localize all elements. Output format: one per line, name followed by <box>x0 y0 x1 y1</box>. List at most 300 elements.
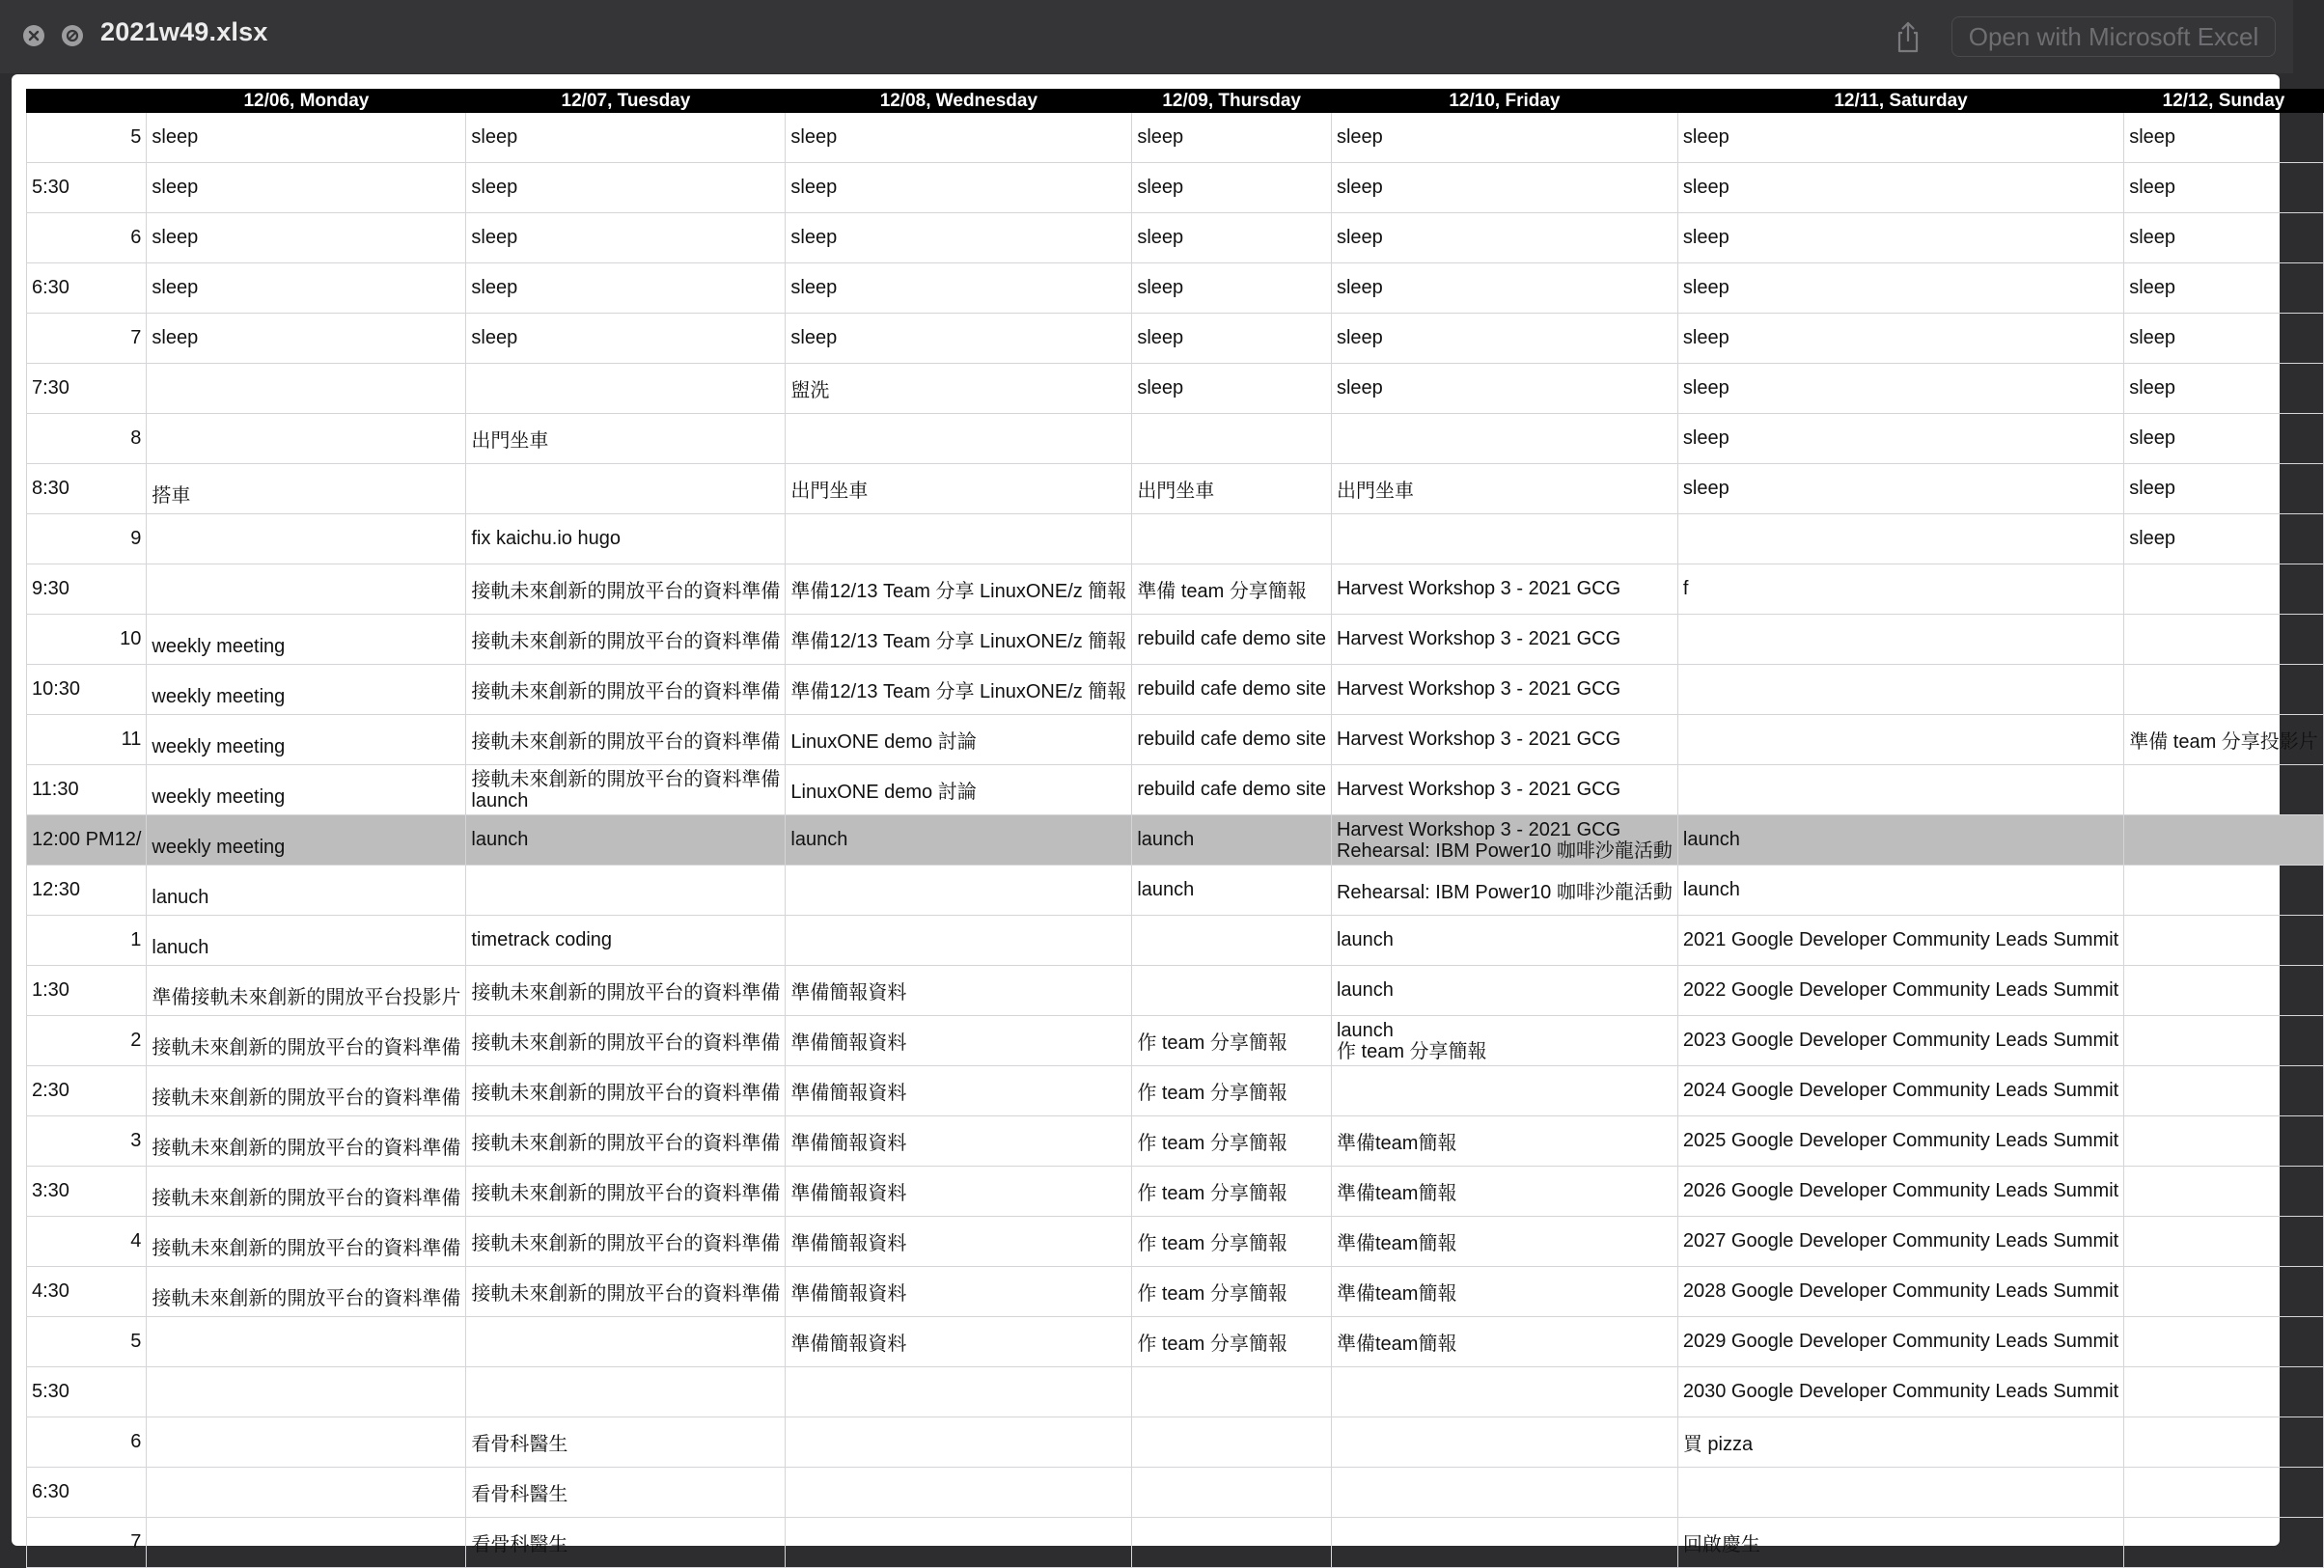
header-time[interactable] <box>27 90 147 113</box>
schedule-cell[interactable] <box>1331 414 1677 464</box>
schedule-cell[interactable] <box>2124 1468 2324 1518</box>
table-row <box>27 1518 2324 1568</box>
schedule-cell[interactable] <box>147 665 466 715</box>
schedule-cell[interactable] <box>466 665 786 715</box>
cell-text: sleep <box>790 327 838 348</box>
schedule-cell[interactable] <box>2124 1116 2324 1167</box>
schedule-cell[interactable] <box>466 765 786 815</box>
cell-text: 接軌未來創新的開放平台的資料準備 <box>471 681 781 702</box>
schedule-cell[interactable] <box>786 966 1132 1016</box>
schedule-cell[interactable] <box>1677 1468 2123 1518</box>
cell-text: sleep <box>471 126 518 148</box>
cell-text: Harvest Workshop 3 - 2021 GCG <box>1336 779 1621 800</box>
schedule-cell[interactable] <box>1677 113 2123 163</box>
cell-text: Harvest Workshop 3 - 2021 GCG <box>1336 678 1621 700</box>
schedule-cell[interactable] <box>466 1518 786 1568</box>
schedule-cell[interactable] <box>1132 765 1332 815</box>
schedule-cell[interactable] <box>2124 815 2324 866</box>
cell-text: 接軌未來創新的開放平台的資料準備 <box>471 1183 781 1204</box>
cell-text: LinuxONE demo 討論 <box>790 731 977 753</box>
schedule-cell[interactable] <box>147 213 466 263</box>
schedule-cell[interactable] <box>2124 263 2324 314</box>
schedule-cell[interactable] <box>786 163 1132 213</box>
time-cell[interactable]: 8 <box>27 414 147 464</box>
schedule-cell[interactable] <box>466 1267 786 1317</box>
header-day[interactable]: 12/06, Monday <box>147 90 466 113</box>
schedule-cell[interactable] <box>466 866 786 916</box>
schedule-cell[interactable] <box>1331 1518 1677 1568</box>
schedule-cell[interactable] <box>466 715 786 765</box>
schedule-cell[interactable] <box>466 1417 786 1468</box>
schedule-cell[interactable] <box>2124 1066 2324 1116</box>
schedule-cell[interactable] <box>1331 263 1677 314</box>
schedule-cell[interactable] <box>1132 1116 1332 1167</box>
schedule-cell[interactable] <box>147 1518 466 1568</box>
schedule-cell[interactable] <box>1331 364 1677 414</box>
cell-text: 看骨科醫生 <box>471 1484 568 1505</box>
schedule-cell[interactable] <box>786 564 1132 615</box>
schedule-cell[interactable] <box>2124 1417 2324 1468</box>
schedule-cell[interactable] <box>1331 765 1677 815</box>
schedule-cell[interactable] <box>1132 665 1332 715</box>
schedule-cell[interactable] <box>2124 665 2324 715</box>
schedule-cell[interactable] <box>1132 1518 1332 1568</box>
time-cell[interactable]: 5:30 <box>27 163 147 213</box>
cell-text: timetrack coding <box>471 929 613 950</box>
time-cell[interactable]: 11:30 <box>27 765 147 815</box>
schedule-cell[interactable] <box>1677 364 2123 414</box>
schedule-cell[interactable] <box>1132 364 1332 414</box>
time-cell[interactable]: 7 <box>27 314 147 364</box>
open-with-excel-button[interactable]: Open with Microsoft Excel <box>1951 16 2276 57</box>
cell-text: 準備team簡報 <box>1336 1183 1457 1204</box>
schedule-cell[interactable] <box>786 514 1132 564</box>
cell-text: launch <box>1336 929 1394 950</box>
schedule-cell[interactable] <box>786 1217 1132 1267</box>
schedule-cell[interactable] <box>1331 564 1677 615</box>
schedule-cell[interactable] <box>1132 263 1332 314</box>
schedule-cell[interactable] <box>1677 1317 2123 1367</box>
schedule-cell[interactable] <box>786 1066 1132 1116</box>
table-row <box>27 615 2324 665</box>
schedule-cell[interactable] <box>466 263 786 314</box>
time-cell[interactable]: 7:30 <box>27 364 147 414</box>
schedule-cell[interactable] <box>147 1116 466 1167</box>
cell-text: sleep <box>1682 478 1729 499</box>
share-icon[interactable] <box>1892 19 1924 54</box>
cell-text: 接軌未來創新的開放平台的資料準備 <box>152 1288 461 1309</box>
schedule-cell[interactable] <box>147 1417 466 1468</box>
schedule-cell[interactable] <box>1132 163 1332 213</box>
time-cell[interactable]: 7 <box>27 1518 147 1568</box>
cell-text: launch <box>1682 829 1740 850</box>
schedule-cell[interactable] <box>147 514 466 564</box>
schedule-cell[interactable] <box>2124 615 2324 665</box>
schedule-cell[interactable] <box>1132 1066 1332 1116</box>
cell-text: sleep <box>1682 277 1729 298</box>
schedule-cell[interactable] <box>1132 866 1332 916</box>
time-cell[interactable]: 6:30 <box>27 1468 147 1518</box>
schedule-cell[interactable] <box>2124 1217 2324 1267</box>
cell-text: 作 team 分享簡報 <box>1137 1233 1287 1254</box>
schedule-cell[interactable] <box>2124 1267 2324 1317</box>
cell-text: 接軌未來創新的開放平台的資料準備 <box>152 1238 461 1259</box>
schedule-cell[interactable] <box>786 213 1132 263</box>
schedule-cell[interactable] <box>2124 1016 2324 1066</box>
schedule-cell[interactable] <box>1132 1217 1332 1267</box>
schedule-cell[interactable] <box>147 1066 466 1116</box>
time-cell[interactable]: 4 <box>27 1217 147 1267</box>
cell-text: launch <box>1682 879 1740 900</box>
schedule-cell[interactable] <box>1677 464 2123 514</box>
schedule-cell[interactable] <box>1677 916 2123 966</box>
schedule-cell[interactable] <box>1331 966 1677 1016</box>
schedule-cell[interactable] <box>1132 314 1332 364</box>
schedule-cell[interactable] <box>1331 615 1677 665</box>
header-day[interactable]: 12/07, Tuesday <box>466 90 786 113</box>
time-cell[interactable]: 6 <box>27 213 147 263</box>
time-cell[interactable]: 8:30 <box>27 464 147 514</box>
schedule-cell[interactable] <box>147 113 466 163</box>
schedule-cell[interactable] <box>1677 966 2123 1016</box>
schedule-cell[interactable] <box>466 615 786 665</box>
schedule-cell[interactable] <box>1331 1267 1677 1317</box>
schedule-cell[interactable] <box>1132 1317 1332 1367</box>
schedule-cell[interactable] <box>466 1317 786 1367</box>
schedule-cell[interactable] <box>786 765 1132 815</box>
schedule-cell[interactable] <box>786 414 1132 464</box>
schedule-cell[interactable] <box>786 364 1132 414</box>
schedule-cell[interactable] <box>786 715 1132 765</box>
cell-text: rebuild cafe demo site <box>1137 779 1326 800</box>
cell-text: 準備 team 分享簡報 <box>1137 581 1307 602</box>
schedule-cell[interactable] <box>466 364 786 414</box>
time-cell[interactable]: 10:30 <box>27 665 147 715</box>
table-row <box>27 163 2324 213</box>
cell-text: sleep <box>1682 327 1729 348</box>
schedule-cell[interactable] <box>147 815 466 866</box>
header-day[interactable]: 12/08, Wednesday <box>786 90 1132 113</box>
schedule-cell[interactable] <box>147 1317 466 1367</box>
schedule-cell[interactable] <box>466 314 786 364</box>
cell-text: 準備簡報資料 <box>790 1233 907 1254</box>
schedule-cell[interactable] <box>147 263 466 314</box>
cell-text: weekly meeting <box>152 786 286 808</box>
schedule-cell[interactable] <box>466 464 786 514</box>
header-day[interactable]: 12/12, Sunday <box>2124 90 2324 113</box>
schedule-cell[interactable] <box>1677 866 2123 916</box>
schedule-cell[interactable] <box>786 464 1132 514</box>
schedule-cell[interactable] <box>2124 916 2324 966</box>
spreadsheet-preview[interactable] <box>12 74 2318 1555</box>
schedule-cell[interactable] <box>147 1367 466 1417</box>
schedule-cell[interactable] <box>786 1468 1132 1518</box>
schedule-cell[interactable] <box>466 1016 786 1066</box>
schedule-cell[interactable] <box>1331 1468 1677 1518</box>
schedule-cell[interactable] <box>786 263 1132 314</box>
time-cell[interactable]: 12:30 <box>27 866 147 916</box>
schedule-cell[interactable] <box>1132 1167 1332 1217</box>
schedule-cell[interactable] <box>466 113 786 163</box>
schedule-cell[interactable] <box>466 213 786 263</box>
schedule-cell[interactable] <box>147 615 466 665</box>
time-cell[interactable]: 5:30 <box>27 1367 147 1417</box>
schedule-cell[interactable] <box>1677 1417 2123 1468</box>
schedule-cell[interactable] <box>466 1468 786 1518</box>
time-cell[interactable]: 9:30 <box>27 564 147 615</box>
schedule-cell[interactable] <box>147 916 466 966</box>
schedule-cell[interactable] <box>1132 213 1332 263</box>
time-cell[interactable]: 2:30 <box>27 1066 147 1116</box>
schedule-cell[interactable] <box>1331 514 1677 564</box>
schedule-cell[interactable] <box>1677 564 2123 615</box>
schedule-cell[interactable] <box>466 564 786 615</box>
schedule-cell[interactable] <box>2124 765 2324 815</box>
schedule-cell[interactable] <box>466 514 786 564</box>
schedule-cell[interactable] <box>1132 514 1332 564</box>
schedule-cell[interactable] <box>147 314 466 364</box>
schedule-cell[interactable] <box>1677 1066 2123 1116</box>
cell-text: 2029 Google Developer Community Leads Summit <box>1682 1331 2119 1352</box>
cell-text: 接軌未來創新的開放平台的資料準備 <box>471 1283 781 1305</box>
header-day[interactable]: 12/09, Thursday <box>1132 90 1332 113</box>
schedule-cell[interactable] <box>1331 1016 1677 1066</box>
schedule-cell[interactable] <box>786 1016 1132 1066</box>
schedule-cell[interactable] <box>2124 213 2324 263</box>
schedule-cell[interactable] <box>1331 1367 1677 1417</box>
header-day[interactable]: 12/10, Friday <box>1331 90 1677 113</box>
schedule-cell[interactable] <box>147 1267 466 1317</box>
schedule-cell[interactable] <box>2124 113 2324 163</box>
schedule-cell[interactable] <box>2124 966 2324 1016</box>
schedule-cell[interactable] <box>786 815 1132 866</box>
schedule-cell[interactable] <box>147 1468 466 1518</box>
schedule-cell[interactable] <box>786 113 1132 163</box>
schedule-cell[interactable] <box>2124 1367 2324 1417</box>
schedule-cell[interactable] <box>1331 1217 1677 1267</box>
schedule-cell[interactable] <box>1331 1167 1677 1217</box>
schedule-cell[interactable] <box>1132 615 1332 665</box>
schedule-cell[interactable] <box>1331 314 1677 364</box>
cell-text: 接軌未來創新的開放平台的資料準備 <box>471 982 781 1004</box>
cell-text: 準備接軌未來創新的開放平台投影片 <box>152 987 461 1008</box>
schedule-cell[interactable] <box>1677 1116 2123 1167</box>
schedule-cell[interactable] <box>147 414 466 464</box>
schedule-cell[interactable] <box>466 815 786 866</box>
schedule-cell[interactable] <box>1677 414 2123 464</box>
schedule-cell[interactable] <box>1677 715 2123 765</box>
cell-text: 準備簡報資料 <box>790 1032 907 1054</box>
cell-text: launch <box>1336 979 1394 1001</box>
cell-text: 作 team 分享簡報 <box>1137 1183 1287 1204</box>
schedule-cell[interactable] <box>1677 1267 2123 1317</box>
schedule-cell[interactable] <box>1677 815 2123 866</box>
schedule-cell[interactable] <box>1132 966 1332 1016</box>
time-cell[interactable]: 12:00 PM12/ <box>27 815 147 866</box>
schedule-cell[interactable] <box>786 1267 1132 1317</box>
schedule-cell[interactable] <box>2124 364 2324 414</box>
schedule-cell[interactable] <box>2124 414 2324 464</box>
time-cell[interactable]: 1 <box>27 916 147 966</box>
schedule-cell[interactable] <box>2124 514 2324 564</box>
schedule-cell[interactable] <box>2124 163 2324 213</box>
schedule-cell[interactable] <box>2124 715 2324 765</box>
cell-text: 買 pizza <box>1682 1434 1754 1455</box>
schedule-cell[interactable] <box>1677 1518 2123 1568</box>
cell-text: 2024 Google Developer Community Leads Summit <box>1682 1080 2119 1101</box>
schedule-cell[interactable] <box>1132 815 1332 866</box>
schedule-cell[interactable] <box>466 1367 786 1417</box>
schedule-cell[interactable] <box>147 364 466 414</box>
schedule-cell[interactable] <box>1331 213 1677 263</box>
schedule-cell[interactable] <box>147 715 466 765</box>
schedule-cell[interactable] <box>1132 715 1332 765</box>
schedule-cell[interactable] <box>147 464 466 514</box>
schedule-cell[interactable] <box>1132 1468 1332 1518</box>
schedule-cell[interactable] <box>786 1317 1132 1367</box>
schedule-cell[interactable] <box>466 414 786 464</box>
time-cell[interactable]: 2 <box>27 1016 147 1066</box>
cell-text: 搭車 <box>152 485 191 507</box>
schedule-cell[interactable] <box>466 966 786 1016</box>
schedule-cell[interactable] <box>466 1217 786 1267</box>
cell-text: 接軌未來創新的開放平台的資料準備 launch <box>471 768 781 812</box>
cell-text: 接軌未來創新的開放平台的資料準備 <box>471 581 781 602</box>
schedule-cell[interactable] <box>1331 464 1677 514</box>
schedule-cell[interactable] <box>2124 1518 2324 1568</box>
schedule-cell[interactable] <box>786 314 1132 364</box>
schedule-cell[interactable] <box>1132 564 1332 615</box>
schedule-cell[interactable] <box>147 1016 466 1066</box>
cell-text: f <box>1682 578 1689 599</box>
schedule-cell[interactable] <box>2124 866 2324 916</box>
cell-text: rebuild cafe demo site <box>1137 628 1326 649</box>
cell-text: 準備簡報資料 <box>790 1334 907 1355</box>
time-cell[interactable]: 11 <box>27 715 147 765</box>
schedule-cell[interactable] <box>1677 665 2123 715</box>
table-row <box>27 815 2324 866</box>
schedule-cell[interactable] <box>1132 464 1332 514</box>
schedule-cell[interactable] <box>466 1167 786 1217</box>
schedule-cell[interactable] <box>786 1518 1132 1568</box>
schedule-cell[interactable] <box>2124 1167 2324 1217</box>
schedule-cell[interactable] <box>1331 1116 1677 1167</box>
time-cell[interactable]: 6:30 <box>27 263 147 314</box>
time-cell[interactable]: 1:30 <box>27 966 147 1016</box>
cell-text: 準備team簡報 <box>1336 1133 1457 1154</box>
time-cell[interactable]: 3 <box>27 1116 147 1167</box>
schedule-cell[interactable] <box>786 1367 1132 1417</box>
schedule-cell[interactable] <box>786 866 1132 916</box>
schedule-cell[interactable] <box>1331 665 1677 715</box>
schedule-cell[interactable] <box>786 665 1132 715</box>
cell-text: 2026 Google Developer Community Leads Summit <box>1682 1180 2119 1201</box>
cell-text: sleep <box>1137 327 1184 348</box>
time-cell[interactable]: 3:30 <box>27 1167 147 1217</box>
time-cell[interactable]: 9 <box>27 514 147 564</box>
schedule-cell[interactable] <box>2124 314 2324 364</box>
time-cell[interactable]: 6 <box>27 1417 147 1468</box>
cell-text: sleep <box>471 227 518 248</box>
schedule-cell[interactable] <box>1677 514 2123 564</box>
schedule-cell[interactable] <box>786 1116 1132 1167</box>
schedule-cell[interactable] <box>1677 1367 2123 1417</box>
cell-text: 準備12/13 Team 分享 LinuxONE/z 簡報 <box>790 631 1127 652</box>
cell-text: 出門坐車 <box>1137 481 1215 502</box>
schedule-cell[interactable] <box>1331 815 1677 866</box>
schedule-cell[interactable] <box>1677 765 2123 815</box>
schedule-cell[interactable] <box>786 1167 1132 1217</box>
cell-text: sleep <box>1336 277 1383 298</box>
schedule-cell[interactable] <box>786 615 1132 665</box>
schedule-cell[interactable] <box>466 163 786 213</box>
schedule-cell[interactable] <box>466 1116 786 1167</box>
schedule-cell[interactable] <box>1331 1417 1677 1468</box>
schedule-cell[interactable] <box>2124 464 2324 514</box>
schedule-cell[interactable] <box>1331 1317 1677 1367</box>
schedule-cell[interactable] <box>147 163 466 213</box>
disable-icon[interactable] <box>62 25 83 46</box>
schedule-cell[interactable] <box>1677 1167 2123 1217</box>
schedule-cell[interactable] <box>466 1066 786 1116</box>
cell-text: 接軌未來創新的開放平台的資料準備 <box>471 1133 781 1154</box>
schedule-cell[interactable] <box>1677 615 2123 665</box>
schedule-cell[interactable] <box>1132 916 1332 966</box>
schedule-cell[interactable] <box>1331 163 1677 213</box>
schedule-cell[interactable] <box>147 1217 466 1267</box>
schedule-cell[interactable] <box>786 1417 1132 1468</box>
cell-text: weekly meeting <box>152 636 286 657</box>
schedule-cell[interactable] <box>1677 263 2123 314</box>
schedule-cell[interactable] <box>466 916 786 966</box>
schedule-cell[interactable] <box>147 866 466 916</box>
schedule-cell[interactable] <box>1132 1267 1332 1317</box>
schedule-cell[interactable] <box>1331 113 1677 163</box>
schedule-cell[interactable] <box>1132 1417 1332 1468</box>
schedule-cell[interactable] <box>1331 1066 1677 1116</box>
schedule-cell[interactable] <box>1677 163 2123 213</box>
cell-text: launch <box>790 829 848 850</box>
schedule-cell[interactable] <box>147 1167 466 1217</box>
time-cell[interactable]: 4:30 <box>27 1267 147 1317</box>
header-day[interactable]: 12/11, Saturday <box>1677 90 2123 113</box>
schedule-cell[interactable] <box>2124 564 2324 615</box>
time-cell[interactable]: 5 <box>27 113 147 163</box>
schedule-cell[interactable] <box>147 564 466 615</box>
schedule-cell[interactable] <box>1677 1217 2123 1267</box>
cell-text: sleep <box>1336 327 1383 348</box>
time-cell[interactable]: 10 <box>27 615 147 665</box>
close-icon[interactable] <box>23 25 44 46</box>
schedule-cell[interactable] <box>1132 1016 1332 1066</box>
schedule-cell[interactable] <box>1677 314 2123 364</box>
schedule-cell[interactable] <box>1331 866 1677 916</box>
time-cell[interactable]: 5 <box>27 1317 147 1367</box>
schedule-cell[interactable] <box>1331 715 1677 765</box>
cell-text: sleep <box>1682 227 1729 248</box>
cell-text: 準備team簡報 <box>1336 1334 1457 1355</box>
schedule-cell[interactable] <box>1331 916 1677 966</box>
schedule-cell[interactable] <box>1677 213 2123 263</box>
schedule-cell[interactable] <box>1677 1016 2123 1066</box>
schedule-cell[interactable] <box>786 916 1132 966</box>
schedule-cell[interactable] <box>147 966 466 1016</box>
schedule-cell[interactable] <box>1132 414 1332 464</box>
schedule-cell[interactable] <box>1132 113 1332 163</box>
schedule-cell[interactable] <box>1132 1367 1332 1417</box>
schedule-cell[interactable] <box>147 765 466 815</box>
schedule-cell[interactable] <box>2124 1317 2324 1367</box>
